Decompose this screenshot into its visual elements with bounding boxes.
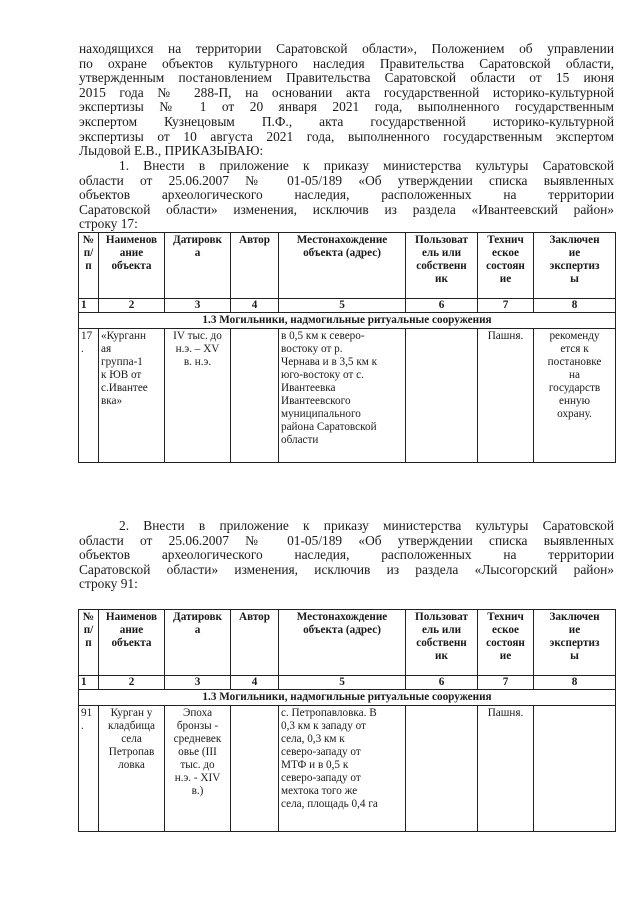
table-row [79,706,616,832]
section-row [79,313,616,329]
section-title: 1.3 Могильники, надмогильные ритуальные сооружения [79,313,616,329]
row-conclusion [534,706,616,832]
row-owner [406,329,478,463]
column-number: 7 [478,676,534,690]
column-number: 2 [99,299,165,313]
header-conclusion: Заключен ие экспертиз ы [534,610,616,676]
header-location: Местонахождение объекта (адрес) [279,233,406,299]
column-number: 3 [165,676,231,690]
header-num: № п/ п [79,233,99,299]
header-num: № п/ п [79,610,99,676]
row-conclusion: рекоменду ется к постановке на государств енную охрану. [534,329,616,463]
text-line: экспертизы от 10 августа 2021 года, выполненного государственным экспертом [79,128,614,144]
item-2-paragraph [79,519,614,592]
row-owner [406,706,478,832]
text-line: Лыдовой Е.В., ПРИКАЗЫВАЮ: [79,143,264,159]
text-line: строку 91: [79,576,138,592]
row-date: Эпоха бронзы - средневек овье (III тыс. до н.э. - XIV в.) [165,706,231,832]
text-line: утвержденным постановлением Правительства Саратовской области от 15 июня [79,70,614,86]
column-number: 7 [478,299,534,313]
row-location: в 0,5 км к северо- востоку от р. Чернава и в 3,5 км к юго-востоку от с. Ивантеевка Ивантеевского муниципального района Саратовской области [279,329,406,463]
row-author [231,706,279,832]
header-location: Местонахождение объекта (адрес) [279,610,406,676]
header-owner: Пользоват ель или собственн ик [406,610,478,676]
header-condition: Технич еское состоян ие [478,233,534,299]
text-line: Саратовской области» изменения, исключив из раздела «Лысогорский район» [79,561,614,577]
header-name: Наименов ание объекта [99,233,165,299]
text-line: объектов археологического наследия, расположенных на территории [79,547,614,563]
column-number: 3 [165,299,231,313]
text-line: Саратовской области» изменения, исключив из раздела «Ивантеевский район» [79,201,614,217]
table-header-row [79,233,616,299]
section-row [79,690,616,706]
column-number-row [79,676,616,690]
text-line: экспертизы № 1 от 20 января 2021 года, выполненного государственным [79,99,614,115]
intro-paragraph [79,42,614,159]
header-conclusion: Заключен ие экспертиз ы [534,233,616,299]
header-name: Наименов ание объекта [99,610,165,676]
column-number: 5 [279,676,406,690]
header-date: Датировк а [165,233,231,299]
text-line: объектов археологического наследия, расположенных на территории [79,187,614,203]
text-line: 2. Внести в приложение к приказу министерства культуры Саратовской [119,518,614,533]
table-lysye-gory [78,609,616,832]
text-line: находящихся на территории Саратовской области», Положением об управлении [79,41,614,56]
text-line: области от 25.06.2007 № 01-05/189 «Об утверждении списка выявленных [79,532,614,548]
table-header-row [79,610,616,676]
table-ivanteevka [78,232,616,463]
header-owner: Пользоват ель или собственн ик [406,233,478,299]
header-author: Автор [231,233,279,299]
row-name: Курган у кладбища села Петропав ловка [99,706,165,832]
row-author [231,329,279,463]
column-number: 8 [534,299,616,313]
text-line: строку 17: [79,216,138,232]
header-date: Датировк а [165,610,231,676]
item-1-paragraph [79,159,614,232]
column-number: 6 [406,676,478,690]
column-number: 6 [406,299,478,313]
column-number: 2 [99,676,165,690]
row-num: 91 . [79,706,99,832]
header-condition: Технич еское состоян ие [478,610,534,676]
text-line: 1. Внести в приложение к приказу министерства культуры Саратовской [119,158,614,173]
row-condition: Пашня. [478,706,534,832]
text-line: экспертом Кузнецовым П.Ф., акта государственной историко-культурной [79,113,614,129]
column-number-row [79,299,616,313]
section-title: 1.3 Могильники, надмогильные ритуальные сооружения [79,690,616,706]
row-date: IV тыс. до н.э. – XV в. н.э. [165,329,231,463]
header-author: Автор [231,610,279,676]
column-number: 4 [231,676,279,690]
column-number: 1 [79,676,99,690]
column-number: 4 [231,299,279,313]
column-number: 5 [279,299,406,313]
table-row [79,329,616,463]
row-name: «Курганн ая группа-1 к ЮВ от с.Ивантее вка» [99,329,165,463]
text-line: области от 25.06.2007 № 01-05/189 «Об утверждении списка выявленных [79,172,614,188]
row-condition: Пашня. [478,329,534,463]
column-number: 8 [534,676,616,690]
row-location: с. Петропавловка. В 0,3 км к западу от села, 0,3 км к северо-западу от МТФ и в 0,5 к северо-западу от мехтока того же села, площадь 0,4 га [279,706,406,832]
text-line: 2015 года № 288-П, на основании акта государственной историко-культурной [79,84,614,100]
text-line: по охране объектов культурного наследия Правительства Саратовской области, [79,55,614,71]
column-number: 1 [79,299,99,313]
row-num: 17 . [79,329,99,463]
